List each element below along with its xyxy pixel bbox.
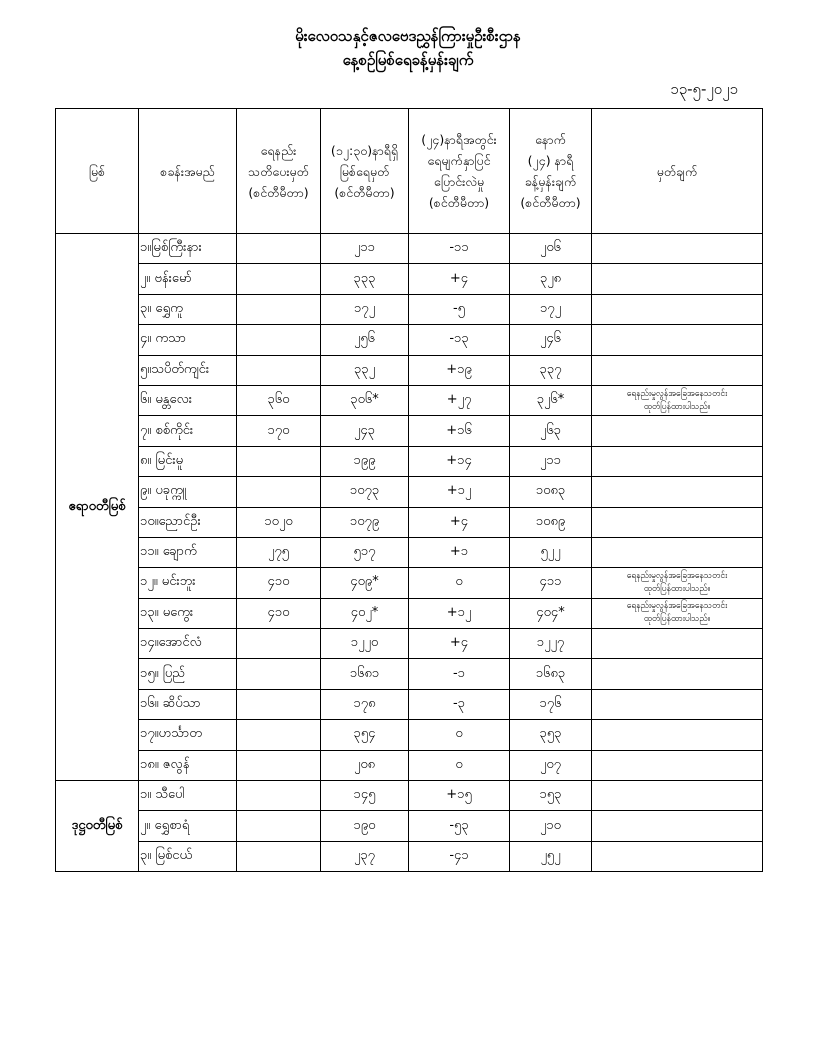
warning-level: ၃၆၀	[237, 385, 321, 415]
station-name: ၃။ ရွှေကူ	[139, 294, 237, 324]
header-line: စခန်းအမည်	[160, 163, 215, 179]
current-level: ၃၅၄	[321, 720, 409, 750]
station-name: ၁၄။အောင်လံ	[139, 629, 237, 659]
table-row	[56, 750, 763, 780]
table-row	[56, 234, 763, 264]
current-level: ၄၀၂*	[321, 598, 409, 628]
table-row	[56, 689, 763, 719]
level-change: -၄၁	[409, 841, 510, 871]
remark-cell	[592, 659, 763, 689]
level-change: +၁၉	[409, 355, 510, 385]
level-change: +၁	[409, 537, 510, 567]
forecast-level: ၅၂၂	[510, 537, 592, 567]
table-row	[56, 629, 763, 659]
remark-cell	[592, 264, 763, 294]
river-level-table	[55, 108, 763, 872]
station-name: ၂။ ဗန်းမော်	[139, 264, 237, 294]
table-body	[56, 234, 763, 872]
table-row	[56, 720, 763, 750]
forecast-level: ၂၄၆	[510, 325, 592, 355]
table-row	[56, 781, 763, 811]
forecast-level: ၃၅၃	[510, 720, 592, 750]
header-line: (စင်တီမီတာ)	[520, 195, 581, 210]
header-line: နောက်	[535, 132, 566, 147]
current-level: ၁၄၅	[321, 781, 409, 811]
forecast-level: ၂၀၆	[510, 234, 592, 264]
table-row	[56, 264, 763, 294]
table-row	[56, 294, 763, 324]
forecast-level: ၁၅၃	[510, 781, 592, 811]
level-change: +၁၂	[409, 477, 510, 507]
current-level: ၁၂၂၀	[321, 629, 409, 659]
warning-level	[237, 750, 321, 780]
header-line: သတိပေးမှတ်	[248, 163, 309, 179]
table-row	[56, 507, 763, 537]
forecast-level: ၄၁၁	[510, 568, 592, 598]
header-line: (၂၄)နာရီအတွင်း	[421, 132, 497, 147]
warning-level	[237, 355, 321, 385]
remark-cell	[592, 781, 763, 811]
header-line: (စင်တီမီတာ)	[428, 195, 490, 210]
station-name: ၁၂။ မင်းဘူး	[139, 568, 237, 598]
col-remark-header	[592, 109, 763, 234]
table-row	[56, 568, 763, 598]
warning-level	[237, 781, 321, 811]
warning-level	[237, 325, 321, 355]
station-name: ၇။ စစ်ကိုင်း	[139, 416, 237, 446]
col-warning-level-header	[237, 109, 321, 234]
level-change: -၁၁	[409, 234, 510, 264]
remark-line: ထုတ်ပြန်ထားပါသည်။	[643, 401, 711, 412]
remark-cell	[592, 750, 763, 780]
level-change: ၀	[409, 750, 510, 780]
current-level: ၁၉၀	[321, 811, 409, 841]
current-level: ၃၀၆*	[321, 385, 409, 415]
remark-cell	[592, 477, 763, 507]
warning-level	[237, 446, 321, 476]
table-row	[56, 598, 763, 628]
col-forecast-header	[510, 109, 592, 234]
current-level: ၂၁၁	[321, 234, 409, 264]
level-change: +၂၇	[409, 385, 510, 415]
level-change: -၅	[409, 294, 510, 324]
warning-level	[237, 234, 321, 264]
level-change: +၁၆	[409, 416, 510, 446]
header-line: ရေနည်း	[260, 142, 297, 158]
station-name: ၅။သပိတ်ကျင်း	[139, 355, 237, 385]
remark-cell	[592, 416, 763, 446]
station-name: ၉။ ပခုက္ကူ	[139, 477, 237, 507]
level-change: -၁၃	[409, 325, 510, 355]
remark-cell	[592, 689, 763, 719]
level-change: -၁	[409, 659, 510, 689]
station-name: ၄။ ကသာ	[139, 325, 237, 355]
warning-level	[237, 659, 321, 689]
station-name: ၁၈။ ဇလွန်	[139, 750, 237, 780]
warning-level: ၁၀၂၀	[237, 507, 321, 537]
current-level: ၁၀၇၉	[321, 507, 409, 537]
table-row	[56, 659, 763, 689]
station-name: ၁၆။ ဆိပ်သာ	[139, 689, 237, 719]
table-row	[56, 385, 763, 415]
header-line: (စင်တီမီတာ)	[248, 184, 309, 200]
warning-level: ၄၁၀	[237, 598, 321, 628]
remark-cell	[592, 537, 763, 567]
warning-level: ၄၁၀	[237, 568, 321, 598]
current-level: ၁၀၇၃	[321, 477, 409, 507]
forecast-level: ၁၂၂၇	[510, 629, 592, 659]
level-change: ၀	[409, 720, 510, 750]
page-subtitle: နေ့စဉ်မြစ်ရေခန့်မှန်းချက်	[342, 51, 474, 69]
col-river-header	[56, 109, 139, 234]
remark-cell	[592, 446, 763, 476]
remark-cell	[592, 720, 763, 750]
warning-level	[237, 811, 321, 841]
level-change: +၄	[409, 264, 510, 294]
level-change: -၃	[409, 689, 510, 719]
remark-line: ထုတ်ပြန်ထားပါသည်။	[643, 614, 711, 625]
station-name: ၁၅။ ပြည်	[139, 659, 237, 689]
level-change: +၁၅	[409, 781, 510, 811]
page-title: မိုးလေဝသနှင့်ဇလဗေဒညွှန်ကြားမှုဦးစီးဌာန	[295, 27, 521, 45]
remark-cell	[592, 355, 763, 385]
current-level: ၁၇၈	[321, 689, 409, 719]
station-name: ၁။မြစ်ကြီးနား	[139, 234, 237, 264]
forecast-level: ၃၃၇	[510, 355, 592, 385]
level-change: -၅၃	[409, 811, 510, 841]
header-line: (စင်တီမီတာ)	[334, 184, 395, 200]
warning-level	[237, 689, 321, 719]
level-change: +၄	[409, 507, 510, 537]
col-station-header	[139, 109, 237, 234]
header-line: မြစ်	[88, 163, 106, 179]
remark-cell	[592, 294, 763, 324]
current-level: ၁၇၂	[321, 294, 409, 324]
forecast-level: ၃၂၆*	[510, 385, 592, 415]
station-name: ၂။ ရွှေစာရံ	[139, 811, 237, 841]
forecast-level: ၂၆၃	[510, 416, 592, 446]
table-row	[56, 416, 763, 446]
remark-line: ရေနည်းမှုလွန်အခြေအနေသတင်း	[626, 388, 728, 399]
header-line: (၂၄) နာရီ	[527, 153, 574, 168]
forecast-level: ၁၀၈၃	[510, 477, 592, 507]
remark-line: ရေနည်းမှုလွန်အခြေအနေသတင်း	[626, 570, 728, 581]
table-header-row	[56, 109, 763, 234]
header-line: (၁၂:၃၀)နာရီရှိ	[330, 142, 399, 158]
station-name: ၁၃။ မကွေး	[139, 598, 237, 628]
level-change: +၁၂	[409, 598, 510, 628]
remark-cell	[592, 325, 763, 355]
report-date: ၁၃-၅-၂၀၂၁	[670, 80, 738, 98]
header-line: ပြောင်းလဲမှု	[433, 174, 485, 189]
forecast-level: ၂၁၀	[510, 811, 592, 841]
forecast-level: ၂၁၁	[510, 446, 592, 476]
current-level: ၄၀၉*	[321, 568, 409, 598]
remark-cell	[592, 234, 763, 264]
level-change: +၄	[409, 629, 510, 659]
forecast-level: ၂၅၂	[510, 841, 592, 871]
forecast-level: ၁၇၆	[510, 689, 592, 719]
current-level: ၂၃၇	[321, 841, 409, 871]
forecast-level: ၃၂၈	[510, 264, 592, 294]
table-row	[56, 811, 763, 841]
remark-cell	[592, 385, 763, 415]
station-name: ၈။ မြင်းမူ	[139, 446, 237, 476]
table-row	[56, 446, 763, 476]
level-change: ၀	[409, 568, 510, 598]
level-change: +၁၄	[409, 446, 510, 476]
header-line: မှတ်ချက်	[656, 163, 698, 179]
current-level: ၃၃၃	[321, 264, 409, 294]
warning-level: ၂၇၅	[237, 537, 321, 567]
current-level: ၃၃၂	[321, 355, 409, 385]
remark-cell	[592, 507, 763, 537]
current-level: ၁၆၈၁	[321, 659, 409, 689]
remark-cell	[592, 598, 763, 628]
station-name: ၁၇။ဟင်္သာတ	[139, 720, 237, 750]
station-name: ၁၁။ ချောက်	[139, 537, 237, 567]
warning-level	[237, 477, 321, 507]
header-line: ခန့်မှန်းချက်	[524, 174, 577, 189]
current-level: ၂၀၈	[321, 750, 409, 780]
river-name: ဧရာဝတီမြစ်	[56, 234, 139, 781]
table-row	[56, 841, 763, 871]
current-level: ၂၅၆	[321, 325, 409, 355]
forecast-level: ၁၆၈၃	[510, 659, 592, 689]
warning-level	[237, 264, 321, 294]
station-name: ၆။ မန္တလေး	[139, 385, 237, 415]
warning-level	[237, 720, 321, 750]
remark-line: ထုတ်ပြန်ထားပါသည်။	[643, 583, 711, 594]
remark-cell	[592, 568, 763, 598]
remark-cell	[592, 811, 763, 841]
current-level: ၂၄၃	[321, 416, 409, 446]
warning-level: ၁၇၀	[237, 416, 321, 446]
station-name: ၃။ မြစ်ငယ်	[139, 841, 237, 871]
warning-level	[237, 841, 321, 871]
table-row	[56, 537, 763, 567]
header-line: ရေမျက်နှာပြင်	[427, 153, 491, 168]
forecast-level: ၂၀၇	[510, 750, 592, 780]
remark-cell	[592, 841, 763, 871]
current-level: ၅၁၇	[321, 537, 409, 567]
table-row	[56, 477, 763, 507]
header-line: မြစ်ရေမှတ်	[339, 163, 390, 179]
remark-line: ရေနည်းမှုလွန်အခြေအနေသတင်း	[626, 601, 728, 612]
forecast-level: ၁၇၂	[510, 294, 592, 324]
forecast-level: ၄၀၄*	[510, 598, 592, 628]
col-change-header	[409, 109, 510, 234]
forecast-level: ၁၀၈၉	[510, 507, 592, 537]
warning-level	[237, 629, 321, 659]
current-level: ၁၉၉	[321, 446, 409, 476]
table-row	[56, 325, 763, 355]
station-name: ၁။ သီပေါ	[139, 781, 237, 811]
river-name: ဒုဋ္ဌဝတီမြစ်	[56, 781, 139, 872]
warning-level	[237, 294, 321, 324]
station-name: ၁၀။ညောင်ဦး	[139, 507, 237, 537]
remark-cell	[592, 629, 763, 659]
col-current-level-header	[321, 109, 409, 234]
table-row	[56, 355, 763, 385]
